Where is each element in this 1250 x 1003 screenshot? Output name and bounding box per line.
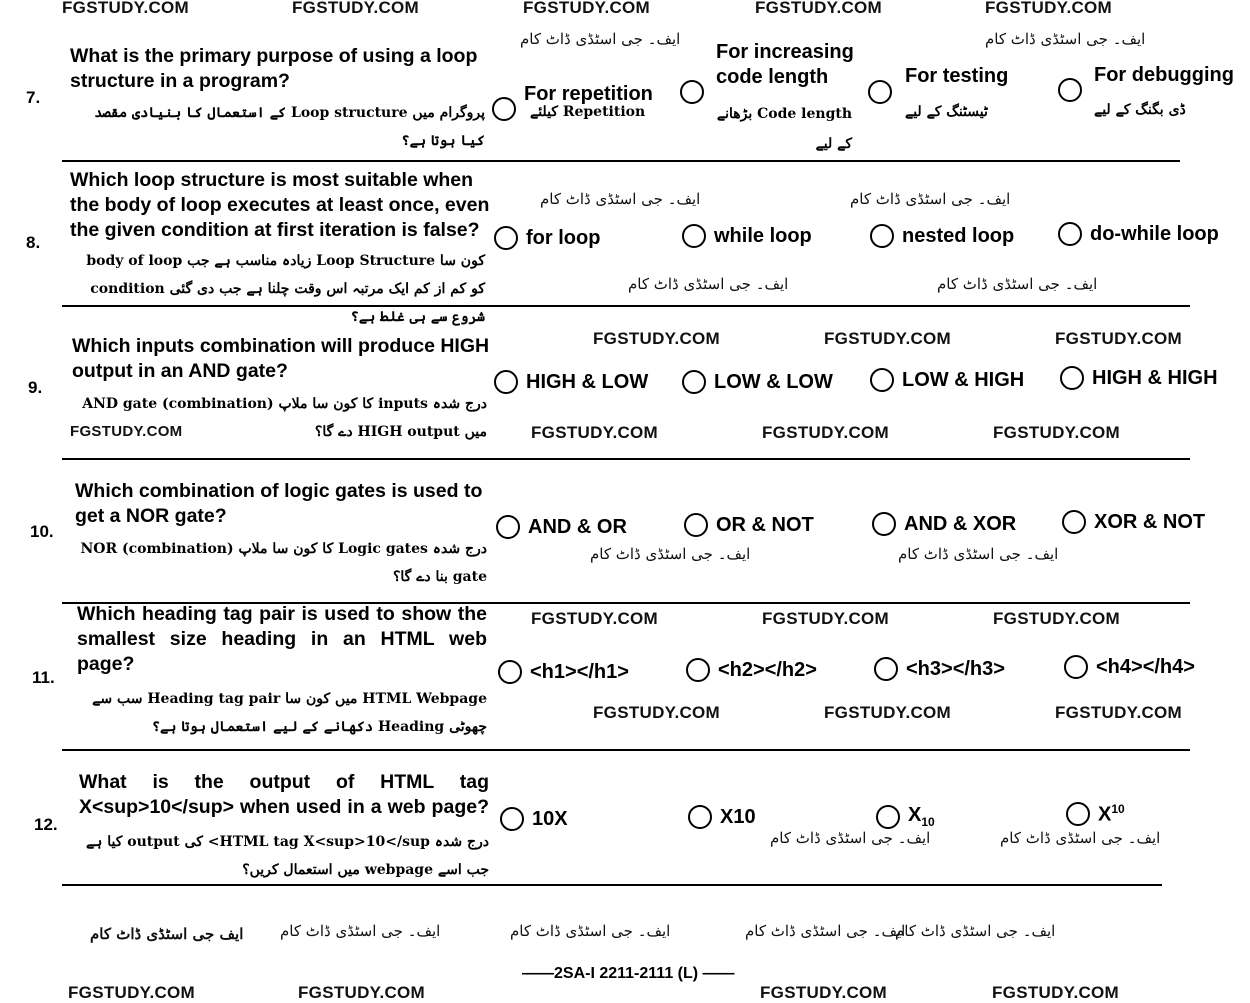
watermark: FGSTUDY.COM: [762, 423, 890, 442]
option-label: $X^{10}$: [1098, 802, 1125, 826]
option[interactable]: [1058, 78, 1082, 102]
question-number: 10.: [30, 522, 54, 541]
option-label: nested loop: [902, 224, 1015, 247]
watermark: FGSTUDY.COM: [1055, 703, 1183, 722]
option-label: <h2></h2>: [718, 658, 817, 681]
question-urdu: پروگرام میں Loop structure کے استعمال کا بنیادی مقصد کیا ہوتا ہے؟: [94, 105, 485, 149]
option-label: OR & NOT: [716, 513, 814, 536]
question-number: 12.: [34, 815, 58, 834]
option-label: For debugging: [1094, 64, 1234, 86]
divider: [62, 458, 1190, 460]
question-number: 9.: [28, 378, 43, 397]
option[interactable]: [498, 660, 629, 684]
option-bubble[interactable]: [494, 226, 518, 250]
option[interactable]: [684, 513, 814, 537]
watermark: FGSTUDY.COM: [762, 609, 890, 628]
option-bubble[interactable]: [682, 224, 706, 248]
watermark: FGSTUDY.COM: [755, 0, 883, 17]
option[interactable]: [494, 226, 600, 250]
option-bubble[interactable]: [870, 224, 894, 248]
watermark-urdu: ایف۔ جی اسٹڈی ڈاٹ کام: [540, 190, 701, 208]
watermark-urdu: ایف۔ جی اسٹڈی ڈاٹ کام: [898, 545, 1059, 563]
option-bubble[interactable]: [1058, 222, 1082, 246]
option-urdu: Repetition کیلئے: [530, 104, 646, 120]
watermark: FGSTUDY.COM: [993, 609, 1121, 628]
option-label: HIGH & HIGH: [1092, 366, 1218, 389]
option-label: For increasing code length: [716, 41, 854, 88]
option-label: <h1></h1>: [530, 660, 629, 683]
option-urdu: ٹیسٹنگ کے لیے: [905, 104, 988, 120]
option[interactable]: [496, 515, 627, 539]
option-label: while loop: [714, 224, 812, 247]
question-number: 11.: [32, 668, 55, 687]
question-urdu: درج شدہ inputs کا کون سا ملاپ (combination) AND gate میں HIGH output دے گا؟: [82, 396, 487, 440]
option-label: AND & OR: [528, 515, 627, 538]
option-label: do-while loop: [1090, 222, 1219, 245]
question-urdu: HTML Webpage میں کون سا Heading tag pair سب سے چھوٹی Heading دکھانے کے لیے استعمال ہوتا ہے؟: [92, 691, 487, 735]
option-urdu: ڈی بگنگ کے لیے: [1094, 102, 1186, 118]
option-label: For repetition: [524, 82, 653, 105]
question-number: 7.: [26, 88, 41, 107]
option-bubble[interactable]: [1064, 655, 1088, 679]
watermark: FGSTUDY.COM: [531, 609, 659, 628]
watermark: FGSTUDY.COM: [298, 983, 426, 1002]
option-bubble[interactable]: [682, 370, 706, 394]
option[interactable]: [868, 80, 892, 104]
option-bubble[interactable]: [688, 805, 712, 829]
option-bubble[interactable]: [496, 515, 520, 539]
question-text: What is the output of HTML tag X<sup>10</sup> when used in a web page?: [79, 771, 489, 818]
watermark: FGSTUDY.COM: [593, 329, 721, 348]
watermark-urdu: ایف۔ جی اسٹڈی ڈاٹ کام: [510, 922, 671, 940]
option-bubble[interactable]: [876, 805, 900, 829]
option[interactable]: [1060, 366, 1218, 390]
watermark: FGSTUDY.COM: [993, 423, 1121, 442]
watermark-urdu: ایف۔ جی اسٹڈی ڈاٹ کام: [770, 829, 931, 847]
option[interactable]: [688, 805, 756, 829]
watermark-urdu: ایف۔ جی اسٹڈی ڈاٹ کام: [280, 922, 441, 940]
watermark: FGSTUDY.COM: [760, 983, 888, 1002]
option[interactable]: [682, 370, 833, 394]
question-text: Which heading tag pair is used to show the smallest size heading in an HTML web page?: [77, 603, 487, 675]
watermark-urdu: ایف جی اسٹڈی ڈاٹ کام: [90, 925, 244, 943]
question-text: What is the primary purpose of using a loop structure in a program?: [70, 45, 478, 92]
watermark-urdu: ایف۔ جی اسٹڈی ڈاٹ کام: [745, 922, 906, 940]
option-bubble[interactable]: [492, 97, 516, 121]
watermark-urdu: ایف۔ جی اسٹڈی ڈاٹ کام: [1000, 829, 1161, 847]
option-label: For testing: [905, 65, 1009, 87]
watermark-urdu: ایف۔ جی اسٹڈی ڈاٹ کام: [985, 30, 1146, 48]
option-label: $X_{10}$: [908, 804, 935, 829]
option-label: LOW & LOW: [714, 370, 833, 393]
option[interactable]: [1064, 655, 1195, 679]
option[interactable]: [686, 658, 817, 682]
option-bubble[interactable]: [870, 368, 894, 392]
option-bubble[interactable]: [1062, 510, 1086, 534]
question-urdu: درج شدہ Logic gates کا کون سا ملاپ (combination) NOR gate بنا دے گا؟: [80, 541, 487, 585]
watermark: FGSTUDY.COM: [531, 423, 659, 442]
watermark: FGSTUDY.COM: [1055, 329, 1183, 348]
question-text: Which loop structure is most suitable when the body of loop executes at least once, even the given condition at first iteration is false?: [70, 169, 490, 241]
option[interactable]: [494, 370, 648, 394]
watermark-urdu: ایف۔ جی اسٹڈی ڈاٹ کام: [937, 275, 1098, 293]
option-label: HIGH & LOW: [526, 370, 649, 393]
option-bubble[interactable]: [498, 660, 522, 684]
option[interactable]: [876, 804, 935, 829]
option-bubble[interactable]: [874, 657, 898, 681]
option-bubble[interactable]: [1060, 366, 1084, 390]
option[interactable]: [870, 224, 1014, 248]
option[interactable]: [500, 807, 568, 831]
watermark-urdu: ایف۔ جی اسٹڈی ڈاٹ کام: [520, 30, 681, 48]
option[interactable]: [872, 512, 1016, 536]
watermark: FGSTUDY.COM: [593, 703, 721, 722]
watermark: FGSTUDY.COM: [292, 0, 420, 17]
option-bubble[interactable]: [1066, 802, 1090, 826]
option[interactable]: [874, 657, 1005, 681]
watermark: FGSTUDY.COM: [985, 0, 1113, 17]
option-label: for loop: [526, 226, 601, 249]
watermark-urdu: ایف۔ جی اسٹڈی ڈاٹ کام: [628, 275, 789, 293]
watermark: FGSTUDY.COM: [824, 703, 952, 722]
option-bubble[interactable]: [686, 658, 710, 682]
option-bubble[interactable]: [500, 807, 524, 831]
option-label: AND & XOR: [904, 512, 1017, 535]
option[interactable]: [682, 224, 812, 248]
option-urdu: Code length بڑھانے کے لیے: [716, 106, 852, 152]
option-bubble[interactable]: [680, 80, 704, 104]
option-bubble[interactable]: [684, 513, 708, 537]
watermark: FGSTUDY.COM: [68, 983, 196, 1002]
option-label: LOW & HIGH: [902, 368, 1025, 391]
option[interactable]: [680, 80, 704, 104]
question-urdu: کون سا Loop Structure زیادہ مناسب ہے جب body of loop کو کم از کم ایک مرتبہ اس وقت چلنا ہے جب دی گئی condition شروع سے ہی غلط ہے؟: [86, 253, 485, 325]
question-text: Which inputs combination will produce HIGH output in an AND gate?: [72, 335, 490, 382]
option-bubble[interactable]: [494, 370, 518, 394]
option-label: XOR & NOT: [1094, 510, 1206, 533]
watermark: FGSTUDY.COM: [824, 329, 952, 348]
watermark: FGSTUDY.COM: [62, 0, 190, 17]
watermark-urdu: ایف۔ جی اسٹڈی ڈاٹ کام: [590, 545, 751, 563]
option[interactable]: [1062, 510, 1205, 534]
option-label: <h3></h3>: [906, 657, 1005, 680]
watermark: FGSTUDY.COM: [523, 0, 651, 17]
option[interactable]: [1058, 222, 1219, 246]
option-label: <h4></h4>: [1096, 655, 1195, 678]
option-bubble[interactable]: [868, 80, 892, 104]
watermark-urdu: ایف۔ جی اسٹڈی ڈاٹ کام: [850, 190, 1011, 208]
question-text: Which combination of logic gates is used to get a NOR gate?: [75, 480, 483, 527]
option-label: X10: [720, 805, 756, 828]
option-bubble[interactable]: [1058, 78, 1082, 102]
watermark: FGSTUDY.COM: [70, 423, 183, 440]
option-label: 10X: [532, 807, 568, 830]
divider: [62, 160, 1180, 162]
divider: [62, 749, 1190, 751]
watermark-urdu: ایف۔ جی اسٹڈی ڈاٹ کام: [895, 922, 1056, 940]
question-number: 8.: [26, 233, 41, 252]
divider: [62, 884, 1162, 886]
option[interactable]: [1066, 802, 1125, 827]
paper-code: ——2SA-I 2211-2111 (L) ——: [522, 965, 735, 982]
watermark: FGSTUDY.COM: [992, 983, 1120, 1002]
option-bubble[interactable]: [872, 512, 896, 536]
question-urdu: درج شدہ HTML tag X<sup>10</sup> کی output کیا ہے جب اسے webpage میں استعمال کریں؟: [85, 834, 489, 878]
option[interactable]: [870, 368, 1024, 392]
